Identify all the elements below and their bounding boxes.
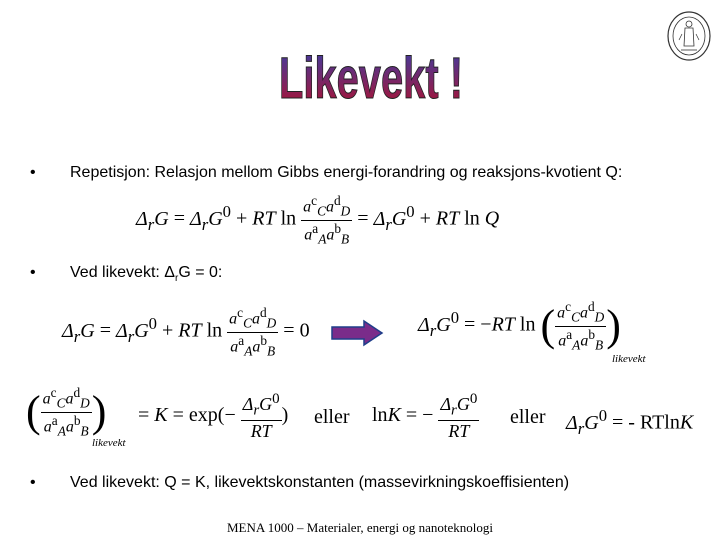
title-text: Likevekt ! — [279, 46, 463, 111]
equation-gibbs-rt-ln-k: $\Delta_rG^0$ = - RTlnK — [566, 406, 694, 438]
equation-gibbs-q: $\Delta_rG = \Delta_rG^0$ + RT ln $\frac{a^c_Ca^d_D}{a^a_Aa^b_B}$ = $\Delta_rG^0$ + RT ln Q — [136, 193, 500, 247]
slide-title — [276, 44, 466, 111]
bullet-marker: • — [30, 474, 36, 491]
bullet-3 — [0, 474, 720, 496]
eller-label: eller — [510, 406, 546, 428]
bullet-1 — [0, 164, 720, 186]
bullet-marker: • — [30, 164, 36, 181]
likevekt-label: likevekt — [92, 437, 126, 449]
bullet-text-prefix: Ved likevekt: — [70, 264, 165, 281]
delta-symbol: Δ — [164, 264, 175, 281]
likevekt-label: likevekt — [612, 353, 646, 365]
bullet-2 — [0, 264, 720, 286]
bullet-marker: • — [30, 264, 36, 281]
bullet-text: Repetisjon: Relasjon mellom Gibbs energi-forandring og reaksjons-kvotient Q: — [70, 164, 623, 181]
right-arrow-icon — [330, 319, 384, 347]
subscript-r: r — [174, 273, 179, 285]
equation-k-exp: ( $\frac{a^c_Ca^d_D}{a^a_Aa^b_B}$ ) — [26, 385, 107, 439]
bullet-text-suffix: G = 0: — [178, 264, 223, 281]
equation-equilibrium-zero: $\Delta_rG = \Delta_rG^0$ + RT ln $\frac{a^c_Ca^d_D}{a^a_Aa^b_B}$ = 0 — [62, 305, 310, 359]
equation-k-exp-rhs: = K = exp(− $\frac{\Delta_rG^0}{RT}$ ) — [138, 391, 289, 442]
bullet-text: Ved likevekt: Q = K, likevektskonstanten (massevirkningskoeffisienten) — [70, 474, 570, 491]
equation-standard-gibbs: $\Delta_rG^0 = -RT$ ln ( $\frac{a^c_Ca^d_D}{a^a_Aa^b_B}$ ) — [418, 299, 621, 353]
university-seal-icon — [666, 10, 712, 62]
footer: MENA 1000 – Materialer, energi og nanoteknologi — [226, 520, 494, 535]
equation-ln-k: lnK = − $\frac{\Delta_rG^0}{RT}$ — [372, 391, 478, 442]
eller-label: eller — [314, 406, 350, 428]
